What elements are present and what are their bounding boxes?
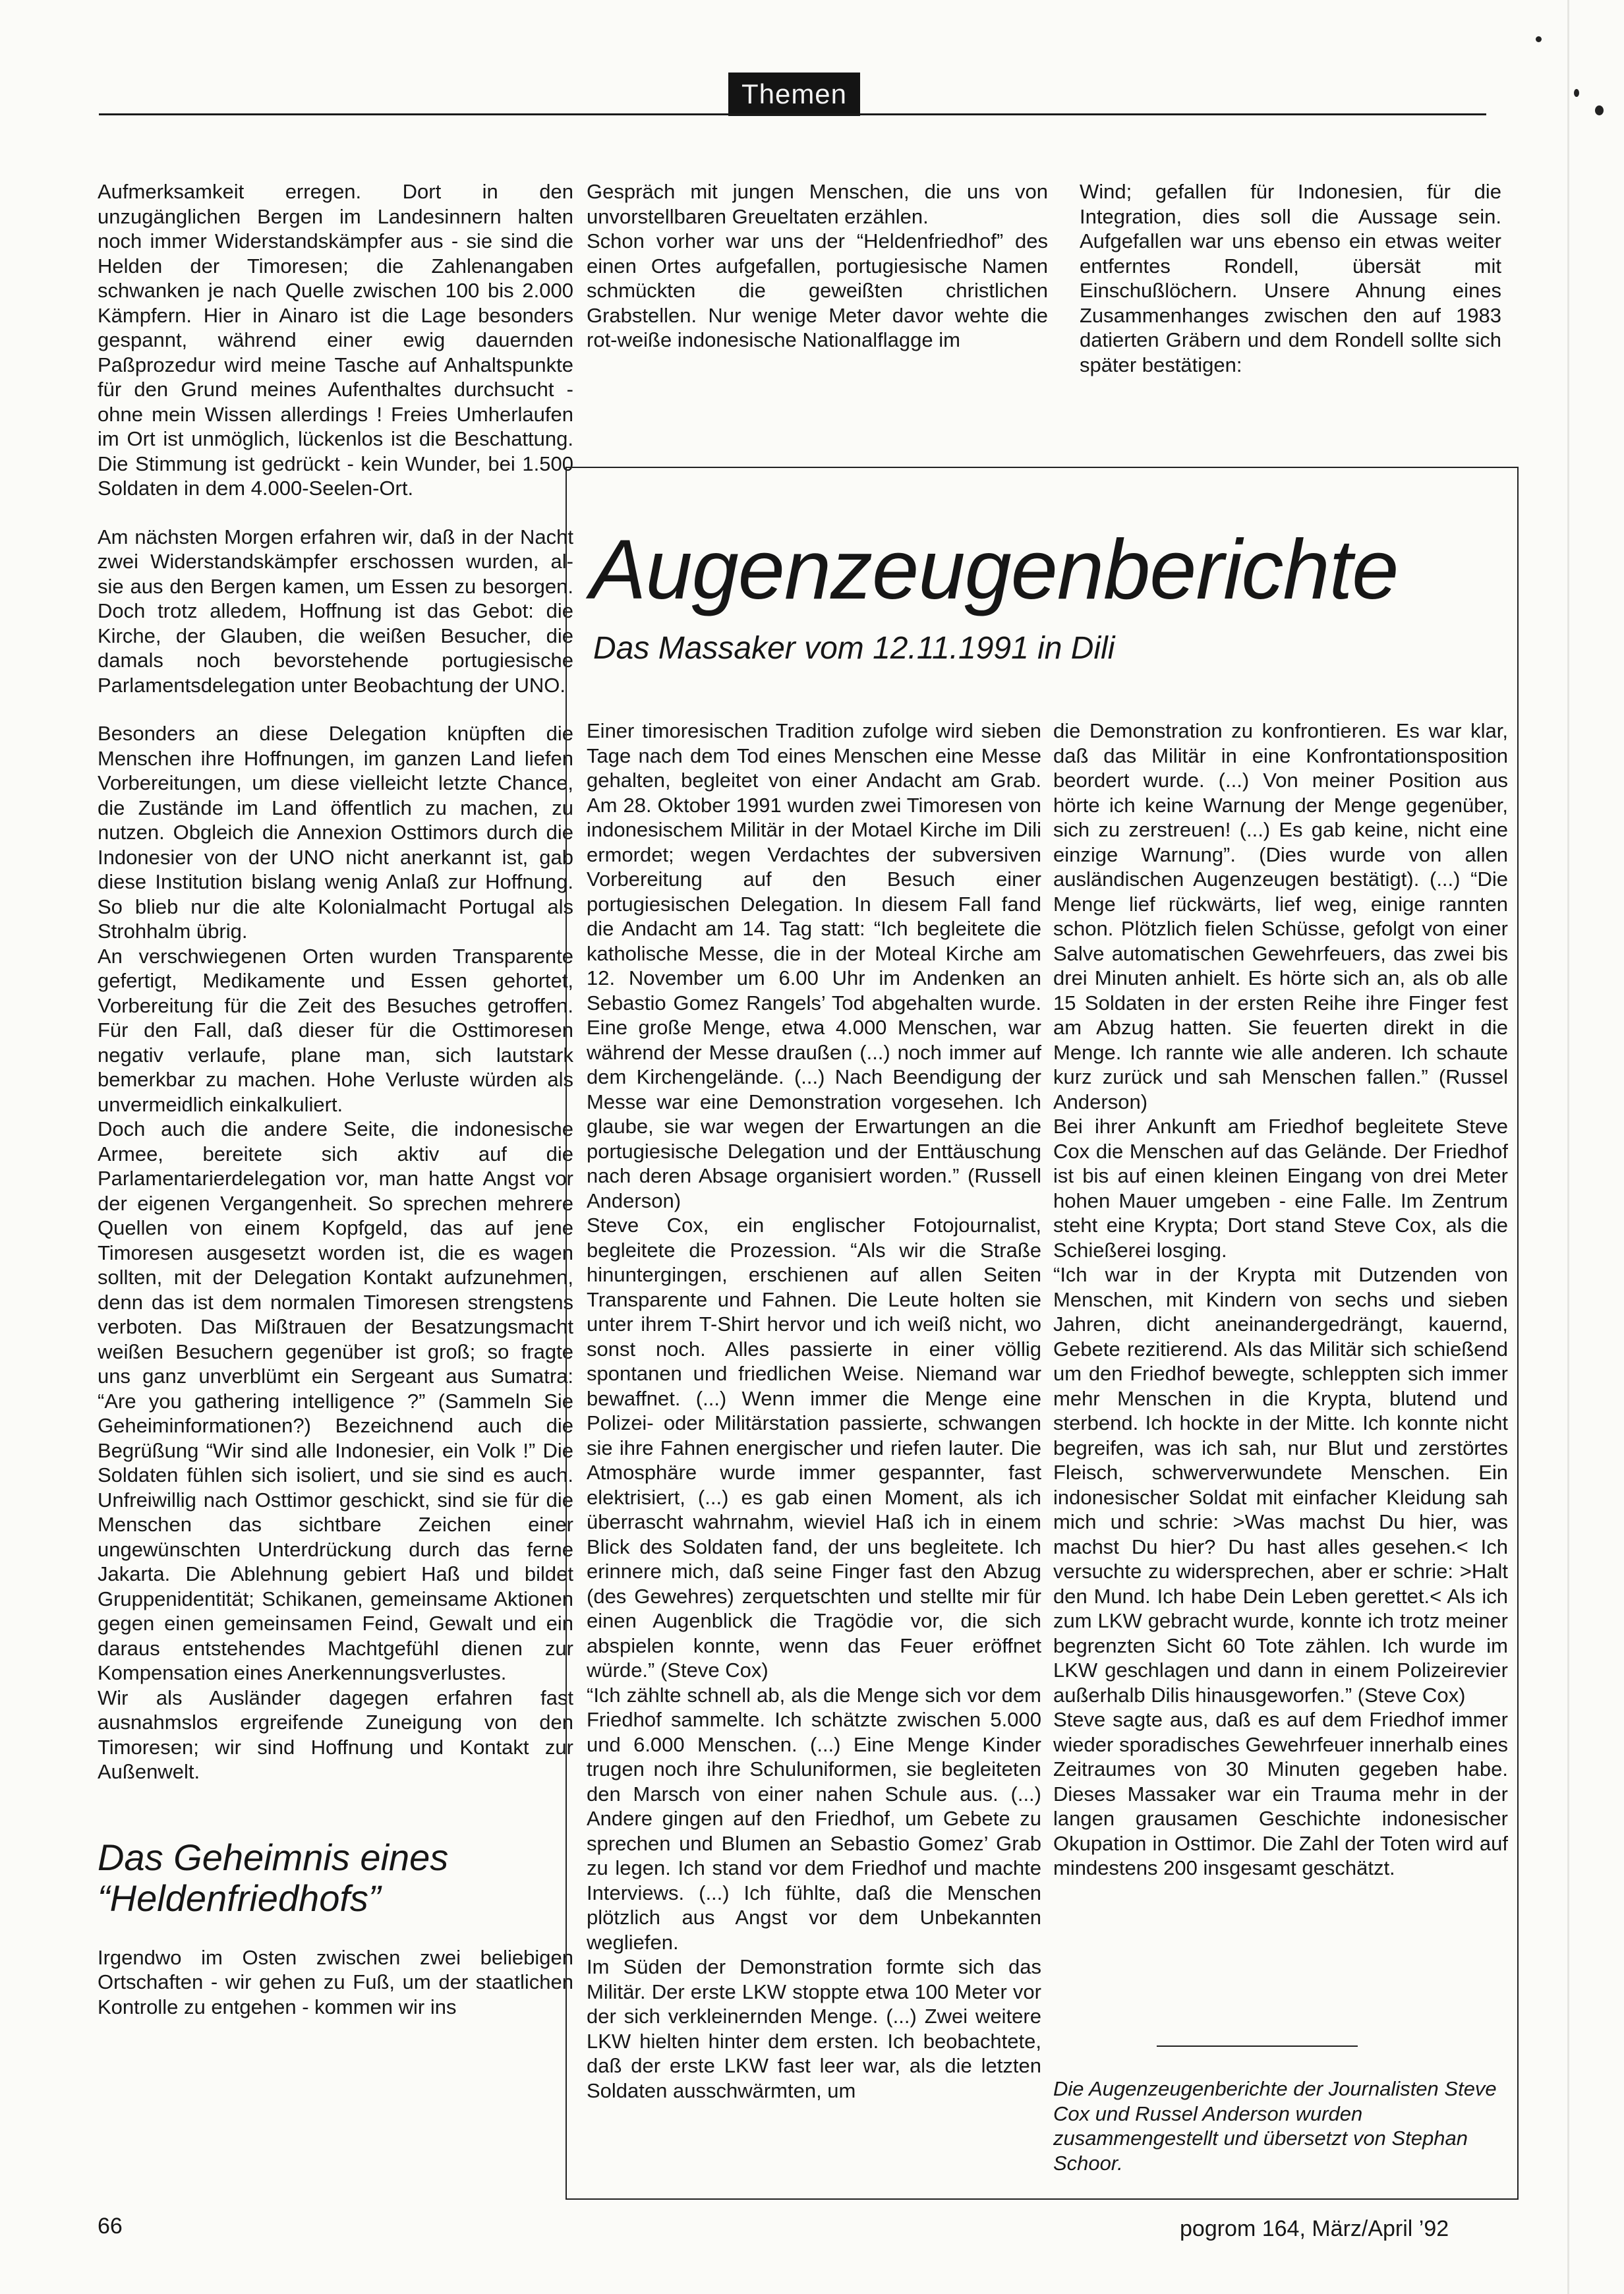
subheading <box>98 1837 573 1919</box>
box-title: Augenzeugenberichte <box>590 523 1399 617</box>
paragraph: Irgendwo im Osten zwischen zwei beliebigen Ortschaften - wir gehen zu Fuß, um der staatlichen Kontrolle zu entgehen - kommen wir ins <box>98 1945 573 2018</box>
subheading-line: “Heldenfriedhofs” <box>98 1877 381 1919</box>
publication-info: pogrom 164, März/April ’92 <box>1180 2216 1449 2241</box>
article-column-left <box>98 179 573 2019</box>
paragraph: An verschwiegenen Orten wurden Transparente gefertigt, Medikamente und Essen gehortet, Vorbereitung für die Zeit des Besuches getroffen. Für den Fall, daß dieser für die Osttimoresen negativ verlaufe, plane man, sich lautstark bemerkbar zu machen. Hohe Verluste würden als unvermeidlich einkalkuliert. <box>98 944 573 1116</box>
section-tag: Themen <box>728 73 860 116</box>
paragraph: Steve sagte aus, daß es auf dem Friedhof immer wieder sporadisches Gewehrfeuer innerhalb eines Zeitraumes von 30 Minuten gegeben habe. Dieses Massaker war ein Trauma mehr in der langen grausamen Geschichte indonesischer Okupation in Osttimor. Die Zahl der Toten wird auf mindestens 200 insgesamt geschätzt. <box>1053 1708 1508 1879</box>
paragraph: Wir als Ausländer dagegen erfahren fast ausnahmslos ergreifende Zuneigung von den Timoresen; wir sind Hoffnung und Kontakt zur Außenwelt. <box>98 1686 573 1783</box>
paragraph: Im Süden der Demonstration formte sich das Militär. Der erste LKW stoppte etwa 100 Meter vor der sich verkleinernden Menge. (...) Zwei weitere LKW hielten hinter dem ersten. Ich beobachtete, daß der erste LKW fast leer war, als die letzten Soldaten ausschwärmten, um <box>587 1955 1041 2102</box>
paragraph: Einer timoresischen Tradition zufolge wird sieben Tage nach dem Tod eines Menschen eine Messe gehalten, begleitet von einer Andacht am Grab. Am 28. Oktober 1991 wurden zwei Timoresen von indonesischem Militär in der Motael Kirche im Dili ermordet; wegen Verdachtes der subversiven Vorbereitung auf den Besuch einer portugiesischen Delegation. In diesem Fall fand die Andacht am 14. Tag statt: “Ich begleitete die katholische Messe, die in der Moteal Kirche am 12. November um 6.00 Uhr im Andenken an Sebastio Gomez Rangels’ Tod abgehalten wurde. Eine große Menge, etwa 4.000 Menschen, war während der Messe draußen (...) noch immer auf dem Kirchengelände. (...) Nach Beendigung der Messe war eine Demonstration vorgesehen. Ich glaube, sie war wegen der Erwartungen an die portugiesische Delegation und der Enttäuschung nach deren Absage organisiert worden.” (Russell Anderson) <box>587 719 1041 1212</box>
box-column-left <box>587 719 1041 2103</box>
box-column-right <box>1053 719 1508 1881</box>
paragraph: Schon vorher war uns der “Heldenfriedhof” des einen Ortes aufgefallen, portugiesische Namen schmückten die geweißten christlichen Grabstellen. Nur wenige Meter davor wehte die rot-weiße indonesische Nationalflagge im <box>587 229 1048 351</box>
paragraph: Bei ihrer Ankunft am Friedhof begleitete Steve Cox die Menschen auf das Gelände. Der Friedhof ist bis auf einen kleinen Eingang von drei Meter hohen Mauer umgeben - eine Falle. Im Zentrum steht eine Krypta; Dort stand Steve Cox, als die Schießerei losging. <box>1053 1115 1508 1262</box>
scan-speck <box>1574 89 1579 97</box>
paragraph: Steve Cox, ein englischer Fotojournalist, begleitete die Prozession. “Als wir die Straße hinuntergingen, erschienen auf allen Seiten Transparente und Fahnen. Die Leute holten sie unter ihrem T-Shirt hervor und ich weiß nicht, wo sonst noch. Alles passierte in einer völlig spontanen und friedlichen Weise. Niemand war bewaffnet. (...) Wenn immer die Menge eine Polizei- oder Militärstation passierte, schwangen sie ihre Fahnen energischer und riefen lauter. Die Atmosphäre wurde immer gespannter, fast elektrisiert, (...) es gab einen Moment, als ich überrascht wahrnahm, wieviel Haß ich in einem Blick des Soldaten fand, der uns begleitete. Ich erinnere mich, daß seine Finger fast den Abzug (des Gewehres) zerquetschten und stellte mir für einen Augenblick die Tragödie vor, die sich abspielen konnte, wenn das Feuer eröffnet würde.” (Steve Cox) <box>587 1214 1041 1682</box>
subheading-line: Das Geheimnis eines <box>98 1836 449 1878</box>
page-number: 66 <box>98 2214 123 2239</box>
paragraph: “Ich zählte schnell ab, als die Menge sich vor dem Friedhof sammelte. Ich schätzte zwischen 5.000 und 6.000 Menschen. (...) Eine Menge Kinder trugen noch ihre Schuluniformen, sie begleiteten den Marsch von einer nahen Schule aus. (...) Andere gingen auf den Friedhof, um Gebete zu sprechen und Blumen an Sebastio Gomez’ Grab zu legen. Ich stand vor dem Friedhof und machte Interviews. (...) Ich fühlte, daß die Menschen plötzlich aus Angst vor dem Unbekannten wegliefen. <box>587 1683 1041 1954</box>
article-column-middle <box>587 179 1048 353</box>
article-column-right <box>1080 179 1501 377</box>
credit-divider <box>1157 2045 1358 2047</box>
paragraph: Besonders an diese Delegation knüpften die Menschen ihre Hoffnungen, im ganzen Land liefen Vorbereitungen, um diese vielleicht letzte Chance, die Zustände im Land öffentlich zu machen, zu nutzen. Obgleich die Annexion Osttimors durch die Indonesier von der UNO nicht anerkannt ist, gab diese Institution bislang wenig Anlaß zur Hoffnung. So blieb nur die alte Kolonialmacht Portugal als Strohhalm übrig. <box>98 722 573 943</box>
paragraph: Wind; gefallen für Indonesien, für die Integration, dies soll die Aussage sein. Aufgefallen war uns ebenso ein etwas weiter entferntes Rondell, übersät mit Einschußlöchern. Unsere Ahnung eines Zusammenhanges zwischen den auf 1983 datierten Gräbern und dem Rondell sollte sich später bestätigen: <box>1080 180 1501 376</box>
box-credit: Die Augenzeugenberichte der Journalisten Steve Cox und Russel Anderson wurden zusammengestellt und übersetzt von Stephan Schoor. <box>1053 2077 1497 2175</box>
box-subtitle: Das Massaker vom 12.11.1991 in Dili <box>593 631 1115 666</box>
scan-speck <box>1536 36 1542 42</box>
paragraph: Aufmerksamkeit erregen. Dort in den unzugänglichen Bergen im Landesinnern halten noch immer Widerstandskämpfer aus - sie sind die Helden der Timoresen; die Zahlenangaben schwanken je nach Quelle zwischen 100 bis 2.000 Kämpfern. Hier in Ainaro ist die Lage besonders gespannt, während einer ewig dauernden Paßprozedur wird meine Tasche auf Anhaltspunkte für den Grund meines Aufenthaltes durchsucht - ohne mein Wissen allerdings ! Freies Umherlaufen im Ort ist unmöglich, lückenlos ist die Beschattung. Die Stimmung ist gedrückt - kein Wunder, bei 1.500 Soldaten in dem 4.000-Seelen-Ort. <box>98 180 573 500</box>
paragraph: Am nächsten Morgen erfahren wir, daß in der Nacht zwei Widerstandskämpfer erschossen wurden, al- sie aus den Bergen kamen, um Essen zu besorgen. Doch trotz alledem, Hoffnung ist das Gebot: die Kirche, der Glauben, die weißen Besucher, die damals noch bevorstehende portugiesische Parlamentsdelegation unter Beobachtung der UNO. <box>98 525 573 697</box>
paragraph: Doch auch die andere Seite, die indonesische Armee, bereitete sich aktiv auf die Parlamentarierdelegation vor, man hatte Angst vor der eigenen Vergangenheit. So sprechen mehrere Quellen von einem Kopfgeld, das auf jene Timoresen ausgesetzt worden ist, die es wagen sollten, mit der Delegation Kontakt aufzunehmen, denn das ist dem normalen Timoresen strengstens verboten. Das Mißtrauen der Besatzungsmacht weißen Besuchern gegenüber ist groß; so fragte uns ganz unverblümt ein Sergeant aus Sumatra: “Are you gathering intelligence ?” (Sammeln Sie Geheiminformationen?) Bezeichnend auch die Begrüßung “Wir sind alle Indonesier, ein Volk !” Die Soldaten fühlen sich isoliert, und sie sind es auch. Unfreiwillig nach Osttimor geschickt, sind sie für die Menschen das sichtbare Zeichen einer ungewünschten Unterdrückung durch das ferne Jakarta. Die Ablehnung gebiert Haß und bildet Gruppenidentität; Schikanen, gemeinsame Aktionen gegen einen gemeinsamen Feind, Gewalt und ein daraus entstehendes Machtgefühl dienen zur Kompensation eines Anerkennungsverlustes. <box>98 1117 573 1684</box>
scan-speck <box>1595 105 1604 115</box>
paragraph: “Ich war in der Krypta mit Dutzenden von Menschen, mit Kindern von sechs und sieben Jahren, dicht aneinandergedrängt, kauernd, Gebete rezitierend. Als das Militär sich schießend um den Friedhof bewegte, schleppten sich immer mehr Menschen in die Krypta, blutend und sterbend. Ich hockte in der Mitte. Ich konnte nicht begreifen, was ich sah, nur Blut und zerstörtes Fleisch, schwerverwundete Menschen. Ein indonesischer Soldat mit einfacher Kleidung sah mich und schrie: >Was machst Du hier, was machst Du hier? Du hast alles gesehen.< Ich versuchte zu widersprechen, aber er schrie: >Halt den Mund. Ich habe Dein Leben gerettet.< Als ich zum LKW gebracht wurde, konnte ich trotz meiner begrenzten Sicht 60 Tote zählen. Ich wurde im LKW geschlagen und dann in einem Polizeirevier außerhalb Dilis hinausgeworfen.” (Steve Cox) <box>1053 1263 1508 1707</box>
header-rule <box>99 113 1486 115</box>
paragraph: die Demonstration zu konfrontieren. Es war klar, daß das Militär in eine Konfrontationsposition beordert wurde. (...) Von meiner Position aus hörte ich keine Warnung der Menge gegenüber, sich zu zerstreuen! (...) Es gab keine, nicht eine einzige Warnung”. (Dies wurde von allen ausländischen Augenzeugen bestätigt). (...) “Die Menge lief rückwärts, lief weg, einige rannten schon. Plötzlich fielen Schüsse, gefolgt von einer Salve automatischen Gewehrfeuers, das zwei bis drei Minuten anhielt. Es hörte sich an, als ob alle 15 Soldaten in der ersten Reihe ihre Finger fest am Abzug hatten. Sie feuerten direkt in die Menge. Ich rannte wie alle anderen. Ich schaute kurz zurück und sah Menschen fallen.” (Russel Anderson) <box>1053 719 1508 1113</box>
paragraph: Gespräch mit jungen Menschen, die uns von unvorstellbaren Greueltaten erzählen. <box>587 180 1048 228</box>
scan-edge <box>1567 0 1569 2294</box>
